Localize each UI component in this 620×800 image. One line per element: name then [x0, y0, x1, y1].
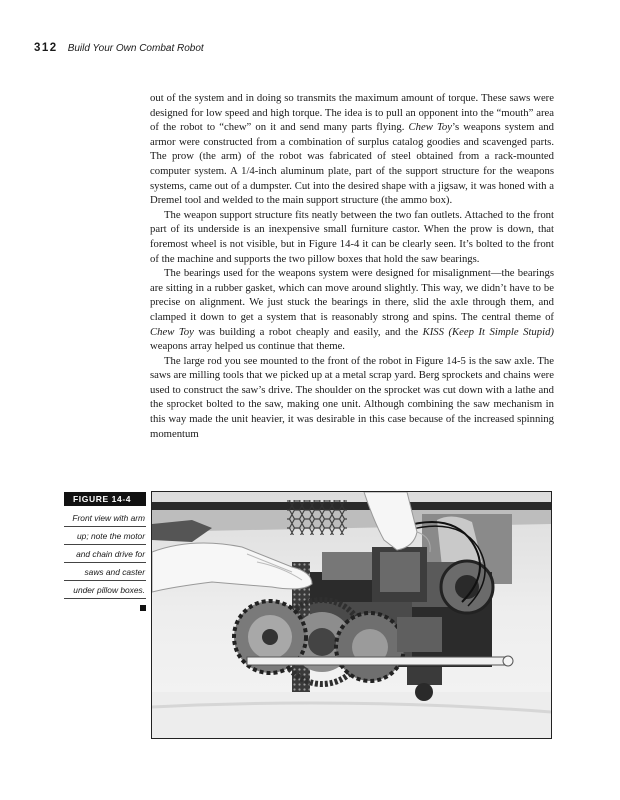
- p3-robot-name: Chew Toy: [150, 325, 194, 338]
- p3-text-b: was building a robot cheaply and easily, and the: [193, 325, 423, 338]
- p1-text-b: ’s weapons system and armor were constructed from a combination of surplus catalog goodies and scavenged parts. The prow (the arm) of the robot was fabricated of steel obtained from a rack-mounted computer system. A 1/4-inch aluminum plate, part of the support structure for the weapons systems, came out of a dumpster. Cut into the desired shape with a jigsaw, it was honed with a Dremel tool and welded to the main support structure (the ammo box).: [150, 121, 554, 207]
- figure-caption: [64, 492, 146, 611]
- caption-line: under pillow boxes.: [64, 581, 146, 599]
- caption-line: up; note the motor: [64, 527, 146, 545]
- paragraph-1: [150, 91, 554, 208]
- body-text: [150, 91, 554, 441]
- caption-line: and chain drive for: [64, 545, 146, 563]
- page-number: 312: [34, 42, 58, 54]
- figure-photo: [151, 491, 552, 739]
- p3-text-c: weapons array helped us continue that theme.: [150, 340, 345, 353]
- p1-robot-name: Chew Toy: [408, 121, 453, 134]
- robot-photo-illustration: [152, 492, 551, 738]
- paragraph-4: The large rod you see mounted to the front of the robot in Figure 14-5 is the saw axle. The saws are milling tools that we picked up at a metal scrap yard. Berg sprockets and chains were used to construct the saw’s drive. The shoulder on the sprocket was cut down with a lathe and the sprocket bolted to the saw, making one unit. Although combining the saw mechanism in this way made the unit heavier, it was desirable in this case because of the increased spinning momentum: [150, 354, 554, 440]
- p1-text-a: out of the system and in doing so transmits the maximum amount of torque. These saws were designed for low speed and high torque. The idea is to pull an opponent into the “mouth” area of the robot to “chew” on it and send many parts flying.: [150, 92, 554, 134]
- end-of-caption-square-icon: [140, 605, 146, 611]
- p3-kiss: KISS (Keep It Simple Stupid): [422, 325, 554, 338]
- paragraph-3: [150, 266, 554, 354]
- figure-label: FIGURE 14-4: [64, 492, 146, 506]
- caption-line: saws and caster: [64, 563, 146, 581]
- running-head: [34, 42, 204, 54]
- caption-line: Front view with arm: [64, 509, 146, 527]
- book-title: Build Your Own Combat Robot: [67, 43, 204, 54]
- p3-text-a: The bearings used for the weapons system were designed for misalignment—the bearings are sitting in a rubber gasket, which can move around slightly. This way, we didn’t have to be precise on alignment. We just stuck the bearings in there, slid the axle through them, and clamped it down to get a system that is reasonably strong and spins. The central theme of: [150, 267, 554, 323]
- paragraph-2: The weapon support structure fits neatly between the two fan outlets. Attached to the front part of its underside is an inexpensive small furniture castor. When the prow is down, that foremost wheel is not visible, but in Figure 14-4 it can be clearly seen. It’s bolted to the front of the machine and supports the two pillow boxes that hold the saw bearings.: [150, 208, 554, 265]
- figure-caption-lines: [64, 509, 146, 599]
